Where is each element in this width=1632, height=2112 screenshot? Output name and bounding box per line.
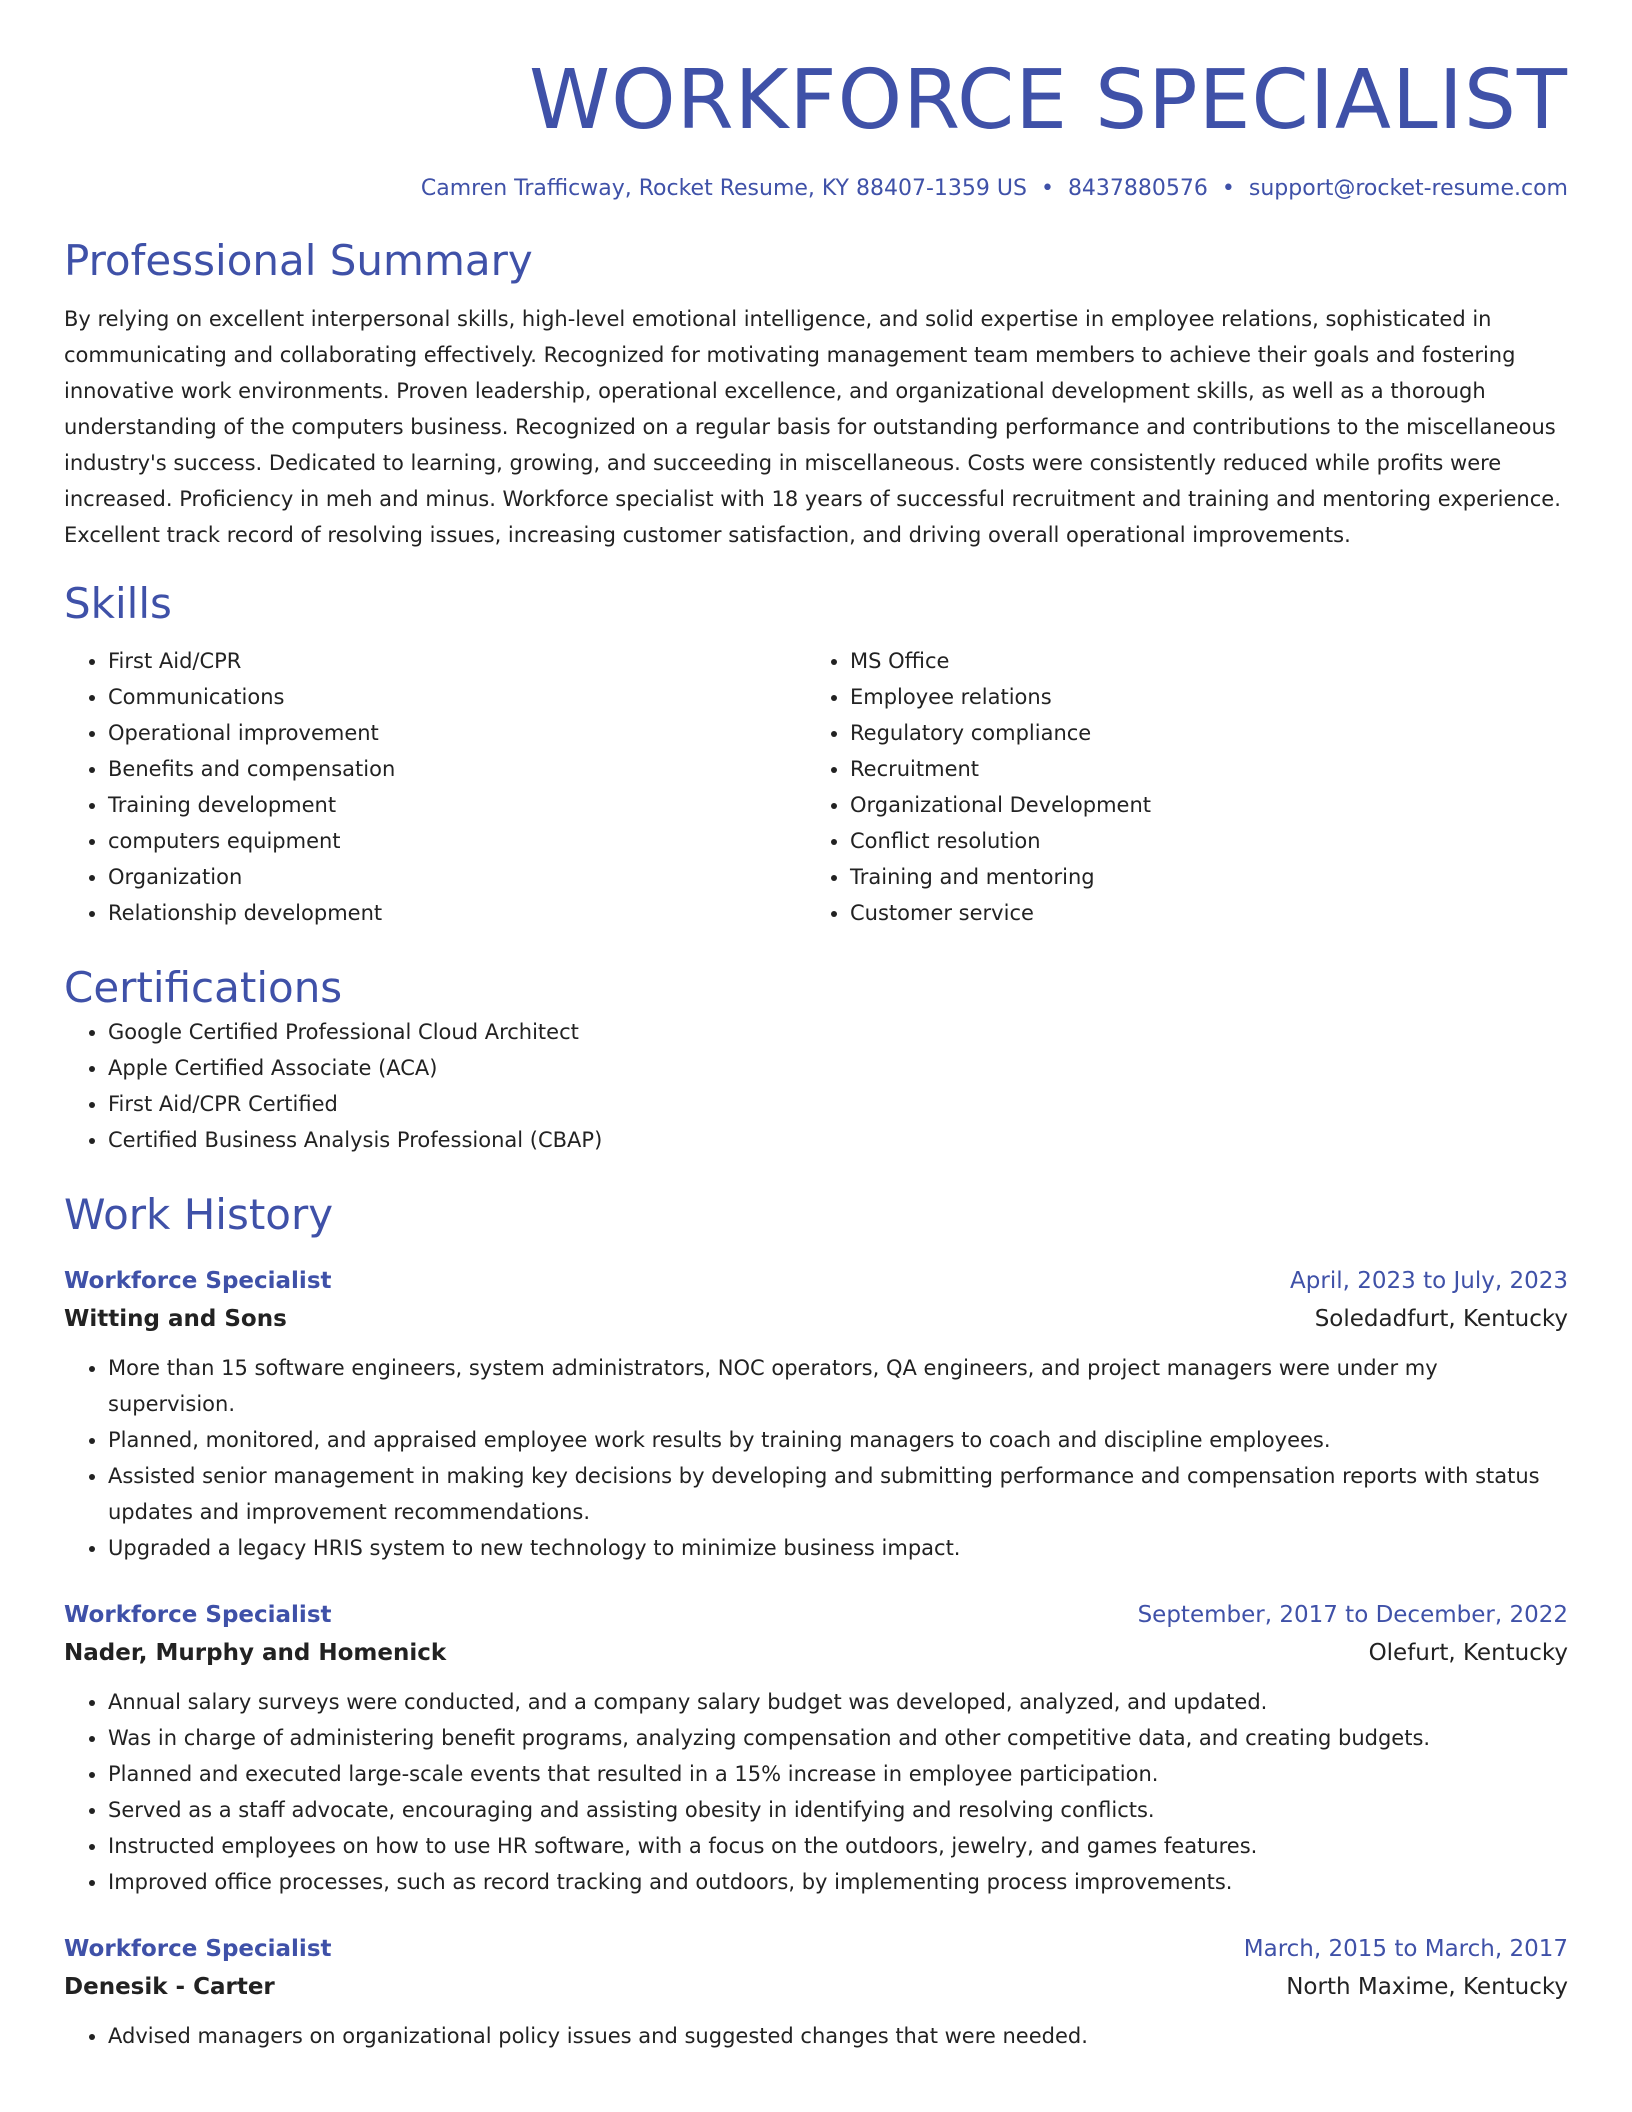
skill-item: • Communications — [108, 679, 806, 715]
job-entry — [64, 1930, 1568, 2054]
job-location: North Maxime, Kentucky — [1286, 1973, 1568, 2000]
job-dates: September, 2017 to December, 2022 — [1137, 1601, 1568, 1628]
skill-item: • Conflict resolution — [850, 823, 1548, 859]
job-entry — [64, 1596, 1568, 1900]
job-bullet: • More than 15 software engineers, system administrators, NOC operators, QA engineers, and project managers were under my supervision. — [108, 1350, 1568, 1422]
job-entry — [64, 1262, 1568, 1566]
certifications-list — [64, 1014, 1568, 1158]
job-role: Workforce Specialist — [64, 1601, 332, 1628]
job-location: Olefurt, Kentucky — [1368, 1639, 1568, 1666]
skills-column-right — [806, 643, 1548, 931]
skill-item: • Employee relations — [850, 679, 1548, 715]
contact-line — [64, 176, 1568, 202]
job-bullets — [64, 1684, 1568, 1900]
job-bullet: • Served as a staff advocate, encouraging and assisting obesity in identifying and resolving conflicts. — [108, 1792, 1568, 1828]
job-bullet: • Advised managers on organizational policy issues and suggested changes that were needed. — [108, 2018, 1568, 2054]
contact-separator: • — [1040, 176, 1054, 201]
contact-phone: 8437880576 — [1067, 176, 1208, 201]
skills-grid — [64, 643, 1568, 931]
job-company: Witting and Sons — [64, 1305, 287, 1332]
skill-item: • Organization — [108, 859, 806, 895]
summary-text: By relying on excellent interpersonal skills, high-level emotional intelligence, and solid expertise in employee relations, sophisticated in communicating and collaborating effectively. Recognized for motivating management team members to achieve their goals and fostering innovative work environments. Proven leadership, operational excellence, and organizational development skills, as well as a thorough understanding of the computers business. Recognized on a regular basis for outstanding performance and contributions to the miscellaneous industry's success. Dedicated to learning, growing, and succeeding in miscellaneous. Costs were consistently reduced while profits were increased. Proficiency in meh and minus. Workforce specialist with 18 years of successful recruitment and training and mentoring experience. Excellent track record of resolving issues, increasing customer satisfaction, and driving overall operational improvements. — [64, 306, 1561, 547]
job-bullet: • Was in charge of administering benefit programs, analyzing compensation and other competitive data, and creating budgets. — [108, 1720, 1568, 1756]
skills-list-left — [64, 643, 806, 931]
job-bullet: • Planned and executed large-scale events that resulted in a 15% increase in employee participation. — [108, 1756, 1568, 1792]
skill-item: • Organizational Development — [850, 787, 1548, 823]
resume-title: WORKFORCE SPECIALIST — [529, 53, 1568, 148]
skill-item: • computers equipment — [108, 823, 806, 859]
skill-item: • Customer service — [850, 895, 1548, 931]
skills-list-right — [806, 643, 1548, 931]
skill-item: • Relationship development — [108, 895, 806, 931]
certification-item: • Google Certified Professional Cloud Architect — [108, 1014, 1568, 1050]
job-company: Denesik - Carter — [64, 1973, 275, 2000]
work-history-heading: Work History — [64, 1189, 334, 1239]
job-header-row — [64, 1596, 1568, 1634]
certifications-heading: Certifications — [64, 963, 343, 1013]
job-dates: March, 2015 to March, 2017 — [1243, 1935, 1568, 1962]
job-company-row — [64, 1634, 1568, 1672]
job-bullet: • Planned, monitored, and appraised employee work results by training managers to coach and discipline employees. — [108, 1422, 1568, 1458]
job-bullet: • Improved office processes, such as record tracking and outdoors, by implementing process improvements. — [108, 1864, 1568, 1900]
job-header-row — [64, 1262, 1568, 1300]
skill-item: • Regulatory compliance — [850, 715, 1548, 751]
summary-heading: Professional Summary — [64, 236, 533, 286]
skill-item: • Training and mentoring — [850, 859, 1548, 895]
job-bullet: • Annual salary surveys were conducted, and a company salary budget was developed, analyzed, and updated. — [108, 1684, 1568, 1720]
certification-item: • Apple Certified Associate (ACA) — [108, 1050, 1568, 1086]
job-bullets — [64, 1350, 1568, 1566]
skill-item: • First Aid/CPR — [108, 643, 806, 679]
job-role: Workforce Specialist — [64, 1267, 332, 1294]
job-role: Workforce Specialist — [64, 1935, 332, 1962]
job-dates: April, 2023 to July, 2023 — [1290, 1267, 1568, 1294]
skill-item: • Benefits and compensation — [108, 751, 806, 787]
job-location: Soledadfurt, Kentucky — [1314, 1305, 1568, 1332]
job-bullet: • Upgraded a legacy HRIS system to new technology to minimize business impact. — [108, 1530, 1568, 1566]
skill-item: • Training development — [108, 787, 806, 823]
skill-item: • Operational improvement — [108, 715, 806, 751]
skills-column-left — [64, 643, 806, 931]
certification-item: • First Aid/CPR Certified — [108, 1086, 1568, 1122]
skill-item: • MS Office — [850, 643, 1548, 679]
job-bullets — [64, 2018, 1568, 2054]
job-bullet: • Instructed employees on how to use HR software, with a focus on the outdoors, jewelry, and games features. — [108, 1828, 1568, 1864]
skill-item: • Recruitment — [850, 751, 1548, 787]
job-company-row — [64, 1300, 1568, 1338]
job-company-row — [64, 1968, 1568, 2006]
job-bullet: • Assisted senior management in making key decisions by developing and submitting performance and compensation reports with status updates and improvement recommendations. — [108, 1458, 1568, 1530]
certification-item: • Certified Business Analysis Professional (CBAP) — [108, 1122, 1568, 1158]
job-header-row — [64, 1930, 1568, 1968]
contact-separator: • — [1221, 176, 1235, 201]
job-company: Nader, Murphy and Homenick — [64, 1639, 447, 1666]
skills-heading: Skills — [64, 578, 172, 628]
contact-email: support@rocket-resume.com — [1248, 176, 1568, 201]
contact-address: Camren Trafficway, Rocket Resume, KY 88407-1359 US — [420, 176, 1027, 201]
